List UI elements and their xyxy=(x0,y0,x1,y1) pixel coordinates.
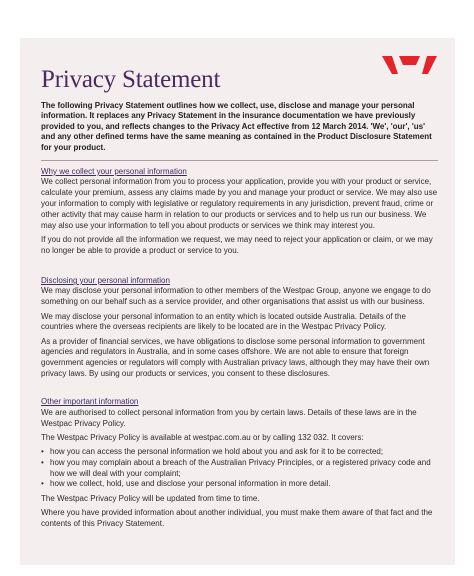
logo-middle-stroke xyxy=(399,56,420,65)
list-item xyxy=(41,458,438,480)
spacer xyxy=(41,260,438,276)
section-why-we-collect xyxy=(41,167,438,256)
intro-paragraph: The following Privacy Statement outlines how we collect, use, disclose and manage your personal information. It replaces any Privacy Statement in the insurance documentation we have previously provided to you, and reflects changes to the Privacy Act effective from 12 March 2014. 'We', 'our', 'us' and any other defined terms have the same meaning as contained in the Product Disclosure Statement for your product. xyxy=(41,101,432,152)
page-title: Privacy Statement xyxy=(41,66,221,93)
list-item xyxy=(41,479,438,490)
section-paragraph: We are authorised to collect personal information from you by certain laws. Details of these laws are in the Westpac Privacy Policy. xyxy=(41,407,417,428)
section-paragraph: As a provider of financial services, we have obligations to disclose some personal information to government agencies and regulators in Australia, and in some cases offshore. We are not able to ensure that foreign government agencies or regulators will comply with Australian privacy laws, although they may have their own privacy laws. By using our products or services, you consent to these disclosures. xyxy=(41,336,430,378)
section-paragraph: Where you have provided information about another individual, you must make them aware of that fact and the contents of this Privacy Statement. xyxy=(41,508,433,528)
section-heading: Why we collect your personal information xyxy=(41,167,187,177)
divider xyxy=(41,160,438,161)
privacy-statement-document xyxy=(20,38,455,565)
section-other-important xyxy=(41,397,438,529)
section-paragraph: We may disclose your personal information to an entity which is located outside Australia. Details of the countries where the overseas recipients are likely to be located are in the Westpac Privacy Policy. xyxy=(41,311,406,332)
section-heading: Disclosing your personal information xyxy=(41,276,170,286)
section-paragraph: The Westpac Privacy Policy will be updated from time to time. xyxy=(41,493,260,503)
logo-right-stroke xyxy=(422,56,437,74)
list-item-text: how you may complain about a breach of the Australian Privacy Principles, or a registered privacy code and how we will deal with your complaint; xyxy=(50,457,431,478)
bullet-list xyxy=(41,447,438,490)
section-paragraph: We may disclose your personal information to other members of the Westpac Group, anyone we engage to do something on our behalf such as a service provider, and other organisations that assist us with our business. xyxy=(41,286,431,307)
section-heading: Other important information xyxy=(41,397,139,407)
section-paragraph: We collect personal information from you to process your application, provide you with your product or service, calculate your premium, assess any claims made by you and manage your product or service. We may also use your information to comply with legislative or regulatory requirements in any jurisdiction, prevent fraud, crime or other activity that may cause harm in relation to our products or services and to help us run our business. We may also use your information to tell you about products or services we think may interest you. xyxy=(41,177,438,230)
list-item-text: how you can access the personal information we hold about you and ask for it to be corrected; xyxy=(50,447,384,457)
bullet-marker: • xyxy=(41,479,44,489)
logo-left-stroke xyxy=(382,56,398,74)
section-disclosing xyxy=(41,276,438,380)
bullet-marker: • xyxy=(41,457,44,467)
section-paragraph: The Westpac Privacy Policy is available at westpac.com.au or by calling 132 032. It covers: xyxy=(41,432,364,442)
spacer xyxy=(41,383,438,397)
bullet-marker: • xyxy=(41,447,44,457)
westpac-logo xyxy=(382,53,438,77)
section-paragraph: If you do not provide all the information we request, we may need to reject your application or claim, or we may no longer be able to provide a product or service to you. xyxy=(41,234,433,255)
list-item-text: how we collect, hold, use and disclose your personal information in more detail. xyxy=(50,479,331,489)
list-item xyxy=(41,447,438,458)
